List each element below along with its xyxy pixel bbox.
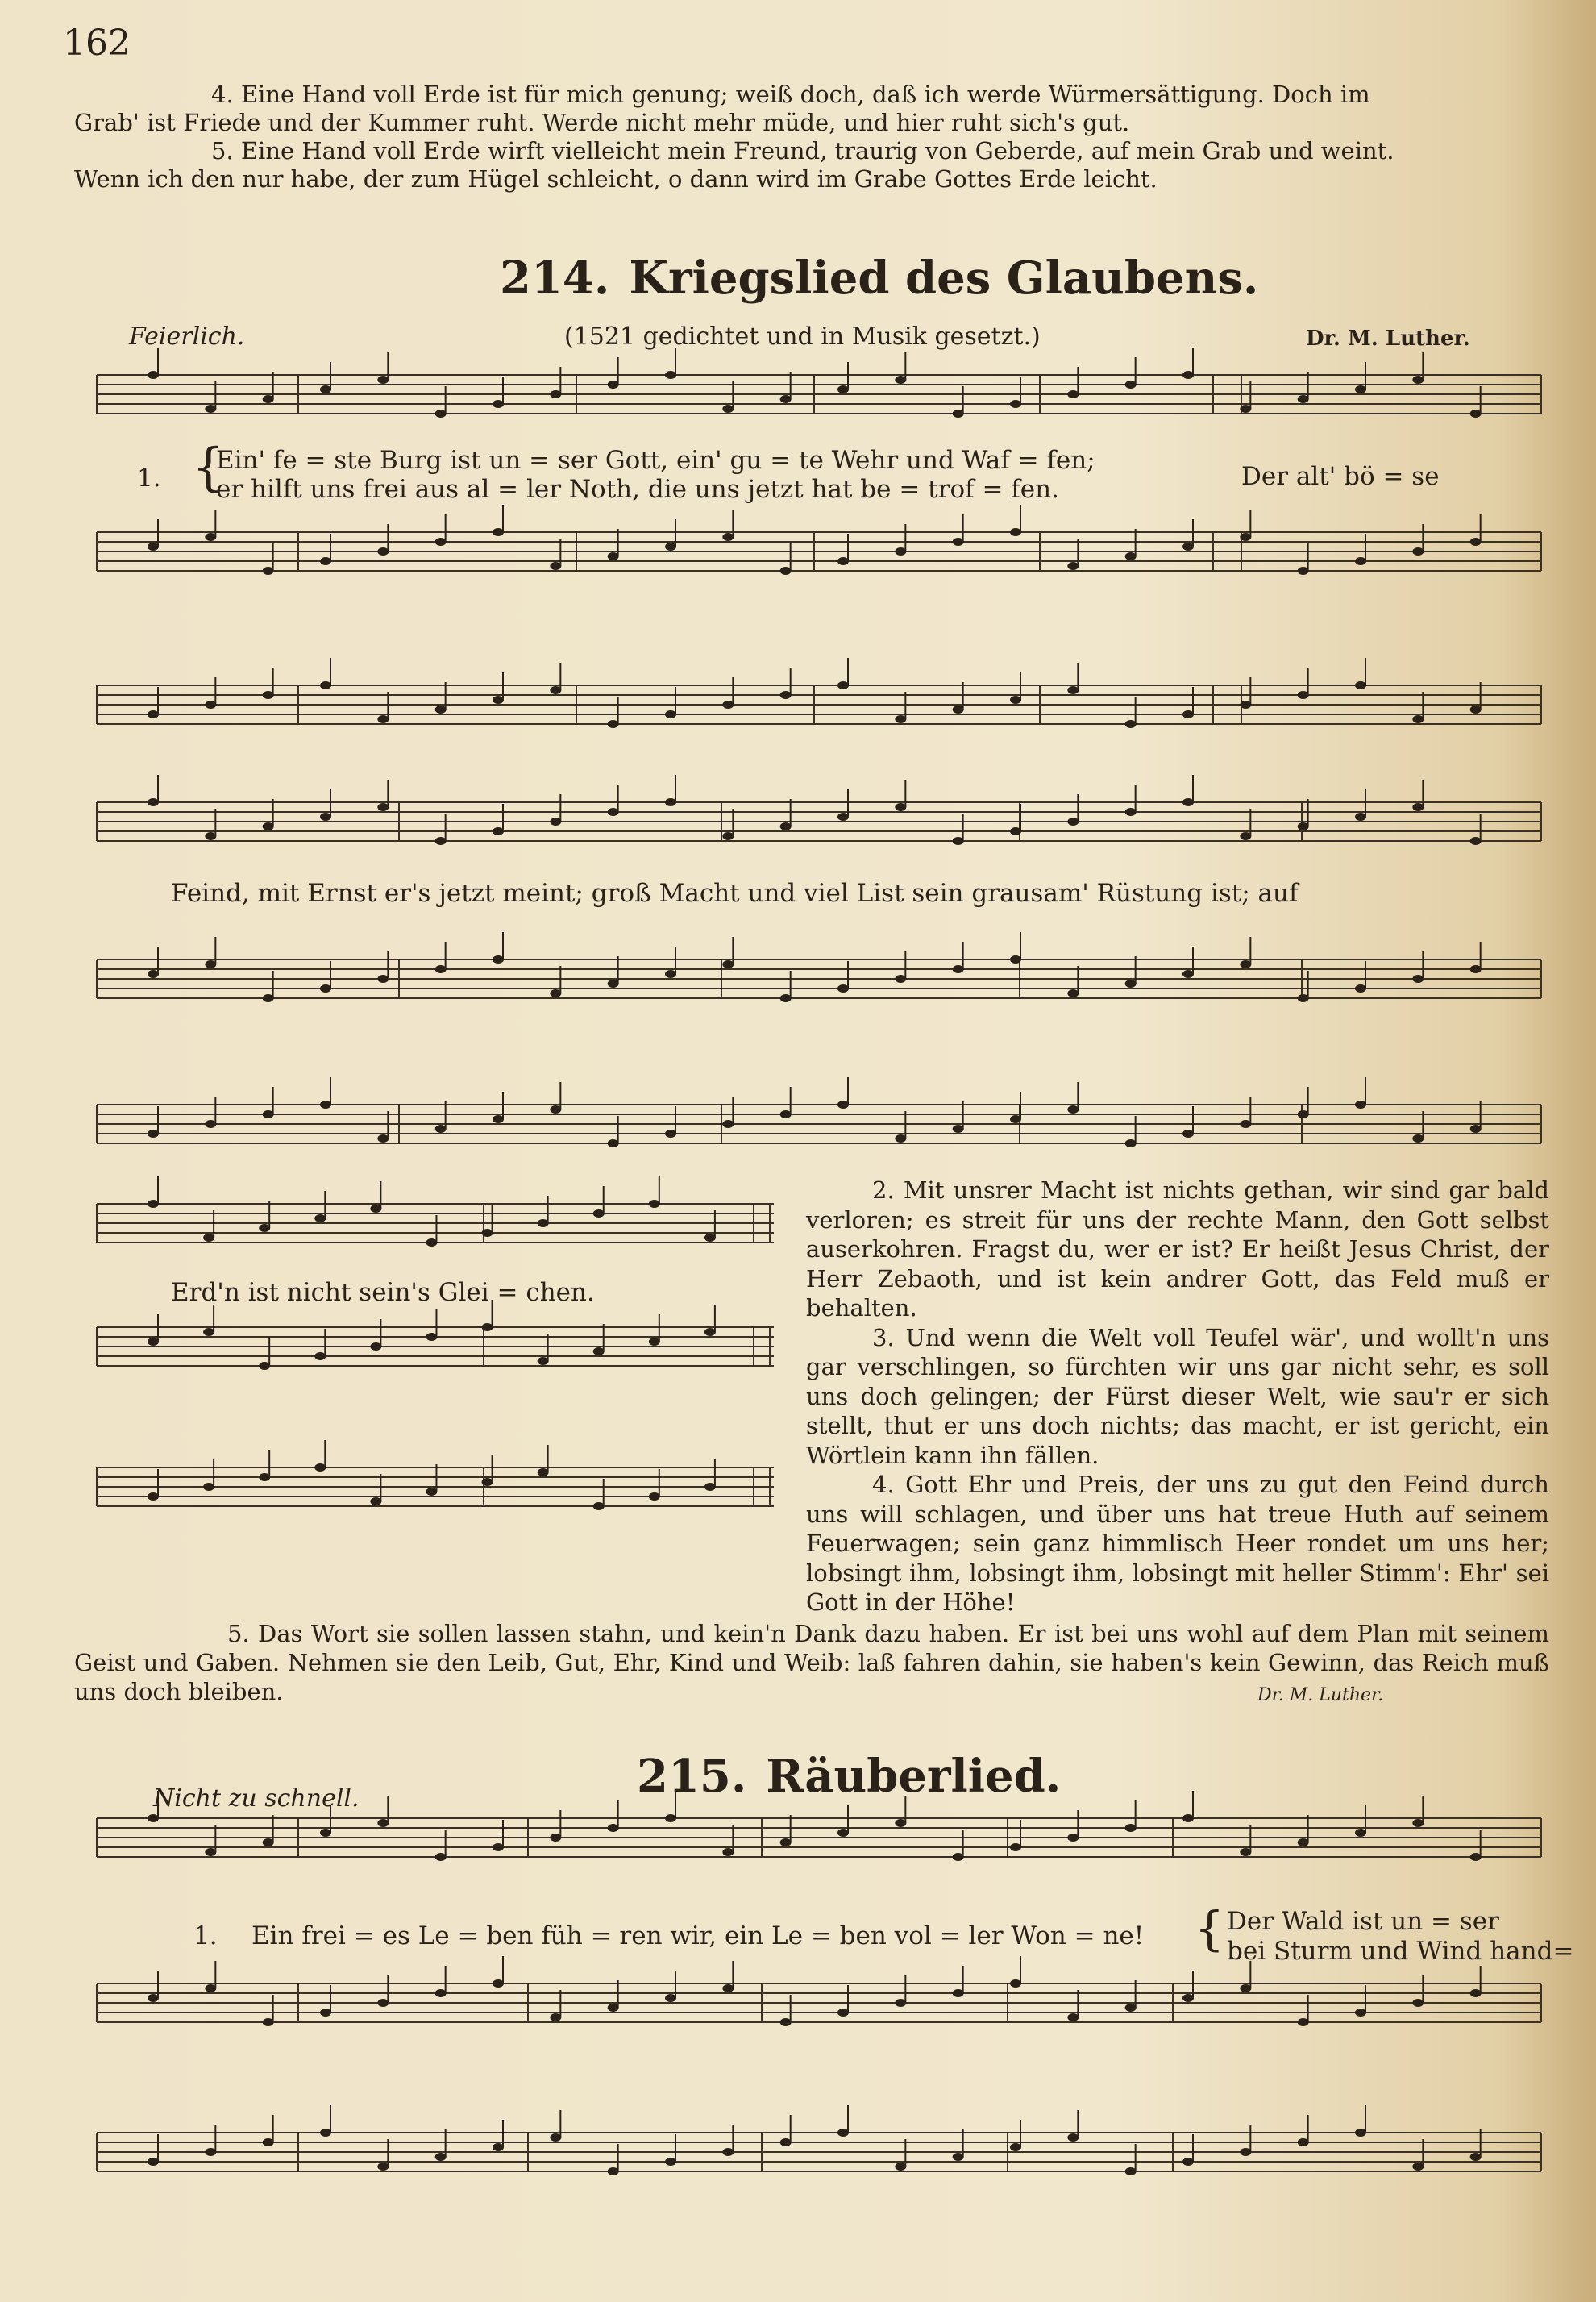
note-head [1182, 710, 1194, 718]
note-head [895, 1999, 906, 2007]
note-head [1240, 701, 1251, 709]
note-head [377, 547, 389, 556]
note-head [1412, 975, 1424, 983]
note-head [320, 385, 331, 393]
note-head [550, 390, 561, 398]
note-head [722, 701, 734, 709]
note-head [148, 2158, 159, 2166]
note-head [435, 1125, 447, 1133]
note-head [1240, 1984, 1251, 1992]
note-head [1067, 1834, 1079, 1842]
note-head [1067, 989, 1079, 997]
verse-5-line-2: Wenn ich den nur habe, der zum Hügel schleicht, o dann wird im Grabe Gottes Erde leicht. [74, 165, 1158, 193]
note-head [320, 557, 331, 565]
note-head [722, 1120, 734, 1128]
note-head [493, 1979, 504, 1988]
note-head [780, 1110, 792, 1118]
note-head [493, 1115, 504, 1123]
note-head [377, 1134, 389, 1143]
note-head [704, 1328, 716, 1336]
note-head [320, 2009, 331, 2017]
note-head [482, 1478, 493, 1486]
note-head [1298, 1110, 1309, 1118]
note-head [608, 2004, 619, 2012]
note-head [320, 1829, 331, 1837]
note-head [837, 1829, 849, 1837]
note-head [1355, 2009, 1366, 2017]
note-head [1298, 395, 1309, 403]
note-head [550, 1834, 561, 1842]
note-head [493, 955, 504, 964]
note-head [493, 1843, 504, 1851]
note-head [426, 1238, 437, 1247]
note-head [148, 1994, 159, 2002]
staff-12 [97, 2133, 1541, 2171]
verse-1-number: 1. [137, 464, 161, 493]
note-head [780, 994, 792, 1002]
note-head [1470, 837, 1482, 845]
note-head [722, 960, 734, 968]
note-head [704, 1234, 716, 1242]
note-head [1125, 980, 1137, 988]
note-head [1240, 405, 1251, 413]
song-214-author: Dr. M. Luther. [1306, 327, 1470, 351]
note-head [263, 567, 274, 575]
note-head [205, 701, 216, 709]
note-head [1067, 562, 1079, 570]
note-head [377, 715, 389, 723]
note-head [1240, 1120, 1251, 1128]
song-214-verse-2: 2. Mit unsrer Macht ist nichts gethan, wir sind gar bald verloren; es streit für uns der rechte Mann, den Gott selbst auserkohren. Fragst du, wer er ist? Er heißt Jesus Christ, der Herr Zebaoth, und ist kein andrer Gott, das Feld muß er behalten. [806, 1176, 1549, 1322]
note-head [780, 395, 792, 403]
note-head [1010, 827, 1021, 835]
note-head [1412, 2163, 1424, 2171]
staff-11 [97, 1984, 1541, 2022]
song-215-lyric-alt1: Der Wald ist un = ser [1227, 1907, 1499, 1936]
staff-3 [97, 685, 1541, 724]
note-head [704, 1483, 716, 1491]
note-head [550, 1105, 561, 1114]
note-head [780, 691, 792, 699]
note-head [1412, 715, 1424, 723]
note-head [148, 710, 159, 718]
note-head [780, 567, 792, 575]
note-head [1412, 376, 1424, 384]
note-head [370, 1342, 381, 1351]
note-head [148, 371, 159, 379]
note-head [1470, 410, 1482, 418]
note-head [1067, 686, 1079, 694]
note-head [953, 837, 964, 845]
note-head [435, 965, 447, 973]
note-head [1470, 2153, 1482, 2161]
note-head [837, 1101, 849, 1109]
note-head [1240, 1848, 1251, 1856]
note-head [263, 994, 274, 1002]
note-head [780, 822, 792, 830]
verse-5-line-1: 5. Eine Hand voll Erde wirft vielleicht mein Freund, traurig von Geberde, auf mein Grab und weint. [211, 137, 1394, 164]
note-head [205, 1984, 216, 1992]
note-head [1010, 696, 1021, 704]
note-head [1240, 832, 1251, 840]
note-head [493, 400, 504, 408]
note-head [593, 1347, 605, 1355]
staff-8 [97, 1327, 774, 1366]
note-head [1298, 2138, 1309, 2146]
note-head [953, 410, 964, 418]
note-head [895, 1134, 906, 1143]
note-head [263, 2018, 274, 2026]
note-head [377, 376, 389, 384]
note-head [665, 371, 676, 379]
note-head [538, 1219, 549, 1227]
note-head [1067, 1105, 1079, 1114]
note-head [1355, 681, 1366, 689]
song-214-lyric-row1: Ein' fe = ste Burg ist un = ser Gott, ein' gu = te Wehr und Waf = fen; [216, 446, 1095, 475]
note-head [1010, 1979, 1021, 1988]
note-head [320, 681, 331, 689]
note-head [608, 381, 619, 389]
note-head [895, 547, 906, 556]
note-head [722, 405, 734, 413]
note-head [953, 2153, 964, 2161]
note-head [1182, 1130, 1194, 1138]
note-head [205, 533, 216, 541]
note-head [1240, 2148, 1251, 2156]
note-head [205, 960, 216, 968]
note-head [482, 1229, 493, 1237]
note-head [1010, 1115, 1021, 1123]
note-head [895, 1819, 906, 1827]
note-head [1355, 1829, 1366, 1837]
note-head [320, 813, 331, 821]
note-head [608, 720, 619, 728]
note-head [493, 696, 504, 704]
note-head [148, 1130, 159, 1138]
note-head [377, 803, 389, 811]
note-head [780, 2018, 792, 2026]
note-head [1470, 538, 1482, 546]
song-214-verse-3: 3. Und wenn die Welt voll Teufel wär', und wollt'n uns gar verschlingen, so fürchten wir uns gar nicht sehr, es soll uns doch gelingen; der Fürst dieser Welt, wie sau'r er sich stellt, thut er uns doch nichts; das macht, er ist gericht, ein Wörtlein kann ihn fällen. [806, 1323, 1549, 1469]
note-head [1125, 381, 1137, 389]
note-head [1298, 822, 1309, 830]
note-head [895, 2163, 906, 2171]
note-head [550, 2013, 561, 2021]
note-head [377, 1999, 389, 2007]
note-head [148, 1492, 159, 1501]
note-head [1125, 2004, 1137, 2012]
note-head [148, 1200, 159, 1208]
note-head [1182, 798, 1194, 806]
song-215-lyric-main: Ein frei = es Le = ben füh = ren wir, ein Le = ben vol = ler Won = ne! [251, 1921, 1145, 1950]
note-head [550, 686, 561, 694]
note-head [665, 710, 676, 718]
note-head [608, 552, 619, 560]
note-head [1298, 2018, 1309, 2026]
note-head [148, 798, 159, 806]
note-head [593, 1209, 605, 1218]
note-head [722, 1848, 734, 1856]
note-head [435, 2153, 447, 2161]
note-head [1240, 533, 1251, 541]
note-head [608, 980, 619, 988]
staff-5 [97, 960, 1541, 998]
note-head [608, 808, 619, 816]
staff-6 [97, 1105, 1541, 1143]
note-head [205, 2148, 216, 2156]
note-head [1412, 1999, 1424, 2007]
note-head [593, 1502, 605, 1510]
verse-4-line-2: Grab' ist Friede und der Kummer ruht. Werde nicht mehr müde, und hier ruht sich's gut. [74, 109, 1130, 136]
note-head [435, 1853, 447, 1861]
note-head [320, 984, 331, 993]
note-head [263, 691, 274, 699]
note-head [608, 1139, 619, 1147]
note-head [722, 533, 734, 541]
note-head [608, 1824, 619, 1832]
note-head [1240, 960, 1251, 968]
note-head [895, 975, 906, 983]
note-head [953, 1125, 964, 1133]
note-head [426, 1333, 437, 1341]
note-head [435, 837, 447, 845]
note-head [148, 1814, 159, 1822]
note-head [895, 376, 906, 384]
note-head [665, 970, 676, 978]
song-214-side-verses [806, 1176, 1549, 1617]
staff-4 [97, 802, 1541, 841]
note-head [1298, 1838, 1309, 1846]
note-head [148, 543, 159, 551]
note-head [608, 2167, 619, 2175]
note-head [259, 1362, 270, 1370]
verse-brace: { [192, 438, 225, 497]
staff-1 [97, 375, 1541, 414]
note-head [1125, 1824, 1137, 1832]
note-head [205, 832, 216, 840]
note-head [649, 1200, 660, 1208]
note-head [482, 1323, 493, 1331]
note-head [1010, 400, 1021, 408]
note-head [1182, 543, 1194, 551]
note-head [493, 528, 504, 536]
note-head [1470, 1125, 1482, 1133]
note-head [1355, 813, 1366, 821]
note-head [649, 1338, 660, 1346]
note-head [205, 405, 216, 413]
note-head [263, 395, 274, 403]
note-head [1010, 528, 1021, 536]
note-head [1125, 2167, 1137, 2175]
staff-2 [97, 532, 1541, 571]
note-head [1470, 1989, 1482, 1997]
note-head [426, 1488, 437, 1496]
note-head [1067, 818, 1079, 826]
note-head [895, 715, 906, 723]
note-head [837, 557, 849, 565]
note-head [550, 989, 561, 997]
note-head [493, 827, 504, 835]
note-head [665, 798, 676, 806]
verse-4-line-1: 4. Eine Hand voll Erde ist für mich genung; weiß doch, daß ich werde Würmersättigung. Doch im [211, 81, 1370, 108]
note-head [205, 1120, 216, 1128]
note-head [1010, 2143, 1021, 2151]
note-head [1355, 984, 1366, 993]
note-head [377, 1819, 389, 1827]
note-head [148, 970, 159, 978]
note-head [205, 1848, 216, 1856]
note-head [837, 813, 849, 821]
note-head [837, 2009, 849, 2017]
note-head [953, 538, 964, 546]
note-head [370, 1497, 381, 1505]
song-214-lyric-line3: Erd'n ist nicht sein's Glei = chen. [171, 1278, 595, 1307]
note-head [1355, 2129, 1366, 2137]
note-head [837, 984, 849, 993]
note-head [435, 538, 447, 546]
song-214-lyric-row2: er hilft uns frei aus al = ler Noth, die uns jetzt hat be = trof = fen. [216, 475, 1059, 504]
note-head [1182, 371, 1194, 379]
page-number: 162 [63, 23, 131, 64]
note-head [665, 1814, 676, 1822]
note-head [665, 543, 676, 551]
note-head [1067, 390, 1079, 398]
note-head [538, 1357, 549, 1365]
note-head [1125, 552, 1137, 560]
song-214-tempo: Feierlich. [129, 323, 245, 351]
staff-10 [97, 1818, 1541, 1857]
note-head [837, 2129, 849, 2137]
note-head [203, 1328, 214, 1336]
note-head [314, 1463, 326, 1472]
note-head [1010, 955, 1021, 964]
note-head [263, 1838, 274, 1846]
song-214-number: 214. [500, 252, 610, 305]
note-head [1067, 2133, 1079, 2142]
song-215-lyric-alt2: bei Sturm und Wind hand= [1227, 1937, 1574, 1966]
note-head [649, 1492, 660, 1501]
song-214-note: (1521 gedichtet und in Musik gesetzt.) [564, 323, 1041, 351]
note-head [1182, 970, 1194, 978]
note-head [1125, 720, 1137, 728]
song-215-tempo: Nicht zu schnell. [153, 1784, 360, 1813]
song-214-title-text: Kriegslied des Glaubens. [629, 252, 1259, 305]
note-head [722, 832, 734, 840]
note-head [953, 965, 964, 973]
note-head [837, 681, 849, 689]
note-head [1355, 557, 1366, 565]
song-214-signature: Dr. M. Luther. [1257, 1685, 1384, 1705]
note-head [1298, 567, 1309, 575]
song-215-title [637, 1750, 1061, 1803]
note-head [435, 706, 447, 714]
note-head [1470, 706, 1482, 714]
note-head [780, 1838, 792, 1846]
note-head [320, 1101, 331, 1109]
note-head [722, 2148, 734, 2156]
note-head [263, 822, 274, 830]
song-214-verse-5: 5. Das Wort sie sollen lassen stahn, und kein'n Dank dazu haben. Er ist bei uns wohl auf dem Plan mit seinem Geist und Gaben. Nehmen sie den Leib, Gut, Ehr, Kind und Weib: laß fahren dahin, sie haben's kein Gewinn, das Reich muß uns doch bleiben. [74, 1620, 1549, 1705]
note-head [1355, 1101, 1366, 1109]
note-head [314, 1214, 326, 1222]
note-head [314, 1352, 326, 1360]
song-214-lyric-continuation: Der alt' bö = se [1241, 462, 1440, 491]
staff-7 [97, 1204, 774, 1243]
song-214-verse-4: 4. Gott Ehr und Preis, der uns zu gut den Feind durch uns will schlagen, und über uns hat treue Huth auf seinem Feuerwagen; sein ganz himmlisch Heer rondet um uns her; lobsingt ihm, lobsingt ihm, lobsingt mit heller Stimm': Ehr' sei Gott in der Höhe! [806, 1471, 1549, 1616]
note-head [148, 1338, 159, 1346]
note-head [377, 2163, 389, 2171]
note-head [1412, 1134, 1424, 1143]
note-head [953, 1853, 964, 1861]
note-head [263, 1110, 274, 1118]
note-head [665, 1994, 676, 2002]
note-head [1298, 994, 1309, 1002]
note-head [435, 1989, 447, 1997]
staff-9 [97, 1467, 774, 1506]
note-head [1125, 1139, 1137, 1147]
note-head [837, 385, 849, 393]
note-head [1182, 1994, 1194, 2002]
note-head [1298, 691, 1309, 699]
song-215-title-text: Räuberlied. [766, 1750, 1062, 1803]
note-head [263, 2138, 274, 2146]
note-head [493, 2143, 504, 2151]
note-head [538, 1468, 549, 1476]
note-head [203, 1483, 214, 1491]
note-head [550, 562, 561, 570]
note-head [1355, 385, 1366, 393]
note-head [1067, 2013, 1079, 2021]
note-head [1470, 1853, 1482, 1861]
note-head [1412, 547, 1424, 556]
note-head [1182, 1814, 1194, 1822]
note-head [1125, 808, 1137, 816]
note-head [665, 2158, 676, 2166]
note-head [780, 2138, 792, 2146]
note-head [377, 975, 389, 983]
note-head [550, 818, 561, 826]
note-head [953, 1989, 964, 1997]
song-214-lyric-line2: Feind, mit Ernst er's jetzt meint; groß Macht und viel List sein grausam' Rüstung ist; auf [171, 879, 1299, 908]
note-head [435, 410, 447, 418]
song-215-brace: { [1195, 1901, 1224, 1956]
note-head [203, 1234, 214, 1242]
note-head [370, 1205, 381, 1213]
note-head [1182, 2158, 1194, 2166]
note-head [1412, 1819, 1424, 1827]
note-head [722, 1984, 734, 1992]
note-head [320, 2129, 331, 2137]
note-head [550, 2133, 561, 2142]
note-head [1470, 965, 1482, 973]
note-head [895, 803, 906, 811]
note-head [259, 1473, 270, 1481]
song-215-verse-number: 1. [193, 1921, 218, 1950]
note-head [665, 1130, 676, 1138]
note-head [1412, 803, 1424, 811]
note-head [1010, 1843, 1021, 1851]
note-head [953, 706, 964, 714]
song-215-number: 215. [637, 1750, 747, 1803]
note-head [259, 1224, 270, 1232]
